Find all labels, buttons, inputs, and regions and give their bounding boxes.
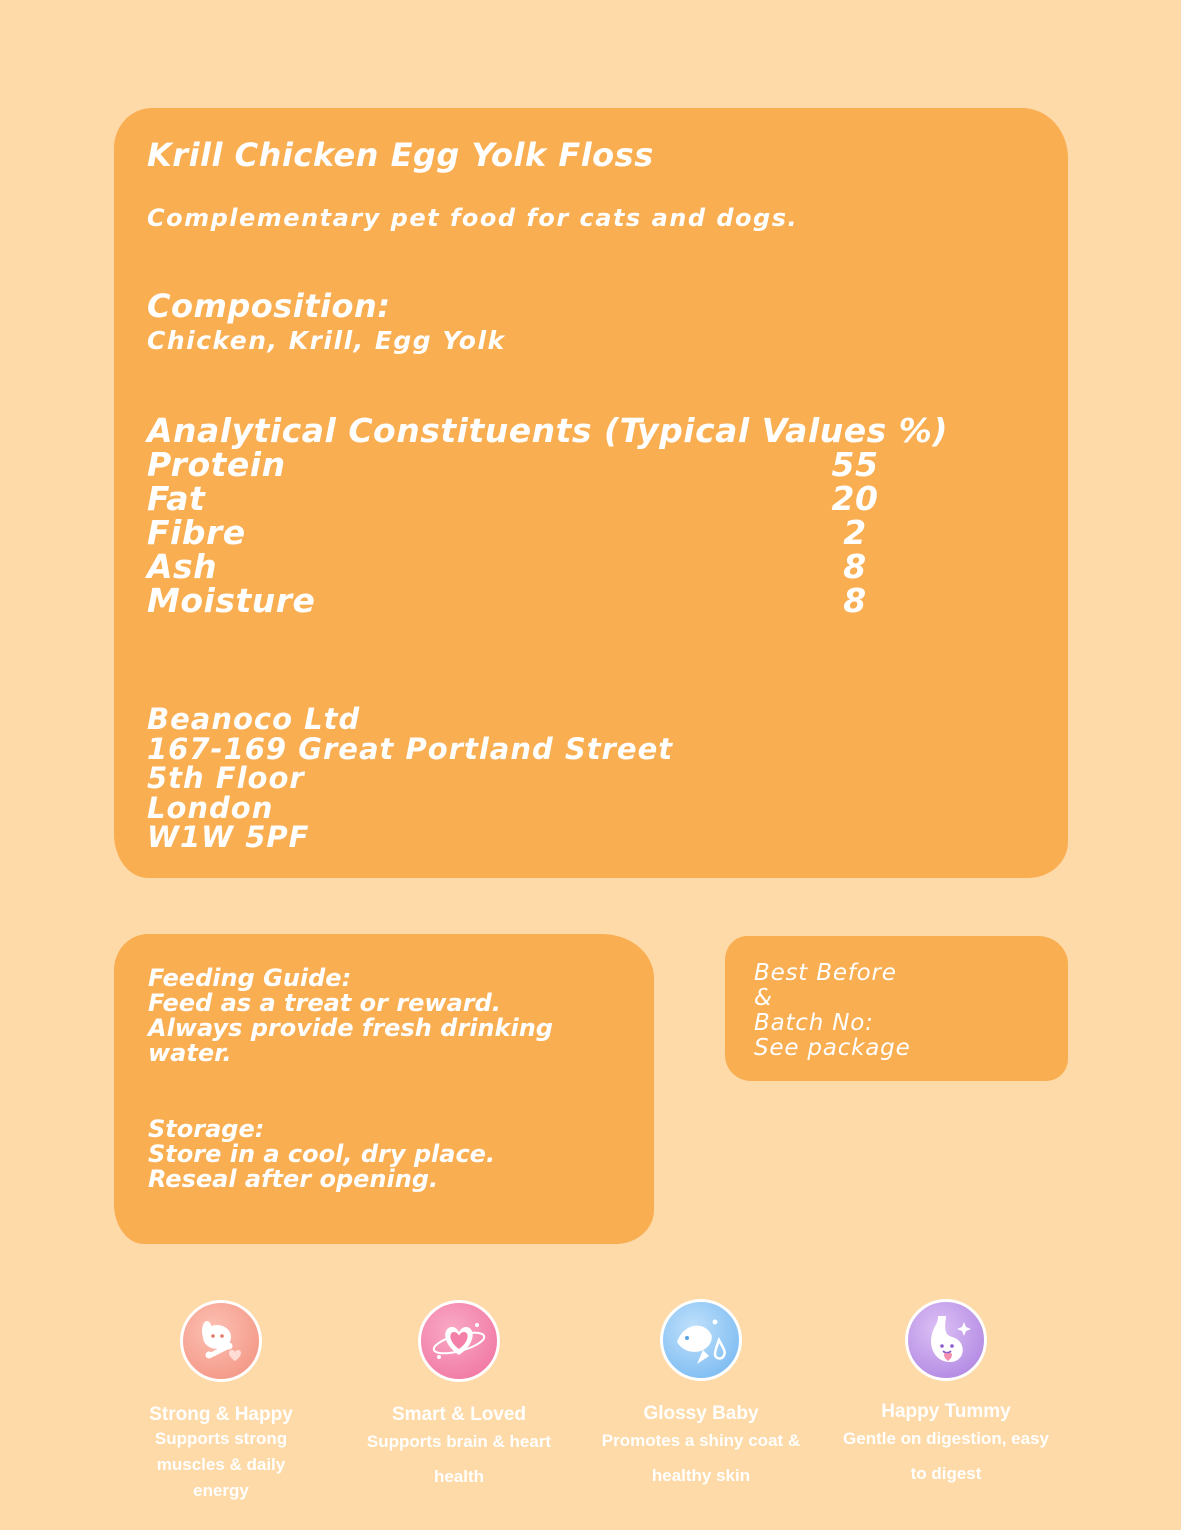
storage-guide [148,1117,495,1192]
analytical-row [147,479,887,518]
composition-heading: Composition: [147,287,391,325]
fish-drop-icon [660,1299,742,1381]
address-line: W1W 5PF [147,820,310,854]
analytical-label: Fat [147,479,206,518]
feeding-guide [148,966,553,1066]
analytical-label: Moisture [147,581,316,620]
badge-desc-line: health [433,1467,485,1486]
badge-desc-line: Supports brain & heart [366,1432,552,1451]
feeding-line: Feeding Guide: [148,964,352,992]
storage-line: Store in a cool, dry place. [148,1140,496,1168]
analytical-label: Fibre [147,513,246,552]
best-before-line: See package [754,1035,911,1061]
badge-happy-tummy [826,1299,1066,1491]
best-before-text [754,961,911,1061]
badge-desc-line: to digest [910,1464,982,1483]
analytical-value: 55 [831,445,879,484]
badge-desc-line: Gentle on digestion, easy [843,1429,1049,1448]
badge-desc-line: healthy skin [651,1466,751,1485]
analytical-label: Ash [147,547,218,586]
best-before-line: Batch No: [754,1010,874,1036]
address-line: Beanoco Ltd [147,702,361,736]
address-line: 167-169 Great Portland Street [147,731,674,766]
analytical-value: 8 [843,581,867,620]
analytical-row [147,445,887,484]
analytical-value: 2 [843,513,867,552]
best-before-line: Best Before [754,960,897,986]
feeding-line: Always provide fresh drinking [148,1014,553,1042]
analytical-row [147,581,887,620]
analytical-row [147,513,887,552]
analytical-row [147,547,887,586]
analytical-table [147,445,887,620]
storage-line: Storage: [148,1115,265,1143]
badge-desc-line: Promotes a shiny coat & [601,1431,801,1450]
tummy-icon [905,1299,987,1381]
badge-glossy-baby [581,1299,821,1493]
feeding-line: water. [148,1039,232,1067]
product-title: Krill Chicken Egg Yolk Floss [147,136,654,174]
analytical-heading: Analytical Constituents (Typical Values %) [147,411,948,450]
address-line: 5th Floor [147,761,305,795]
badge-title: Happy Tummy [881,1401,1011,1422]
badge-title: Strong & Happy [149,1404,293,1425]
storage-line: Reseal after opening. [148,1165,439,1193]
analytical-value: 20 [831,479,879,518]
dog-bone-icon [180,1300,262,1382]
badge-title: Smart & Loved [391,1404,527,1425]
badge-desc-line: energy [193,1481,249,1500]
badge-title: Glossy Baby [643,1403,759,1424]
badge-desc-line: muscles & daily [156,1455,286,1474]
analytical-value: 8 [843,547,867,586]
badge-desc-line: Supports strong [154,1429,288,1448]
feeding-line: Feed as a treat or reward. [148,989,501,1017]
best-before-line: & [754,985,773,1011]
company-address [147,702,674,854]
composition-value: Chicken, Krill, Egg Yolk [147,326,506,355]
heart-brain-icon [418,1300,500,1382]
product-subtitle: Complementary pet food for cats and dogs. [147,204,799,232]
address-line: London [147,790,274,825]
analytical-label: Protein [147,445,286,484]
badge-strong-happy [101,1300,341,1504]
badge-smart-loved [339,1300,579,1494]
